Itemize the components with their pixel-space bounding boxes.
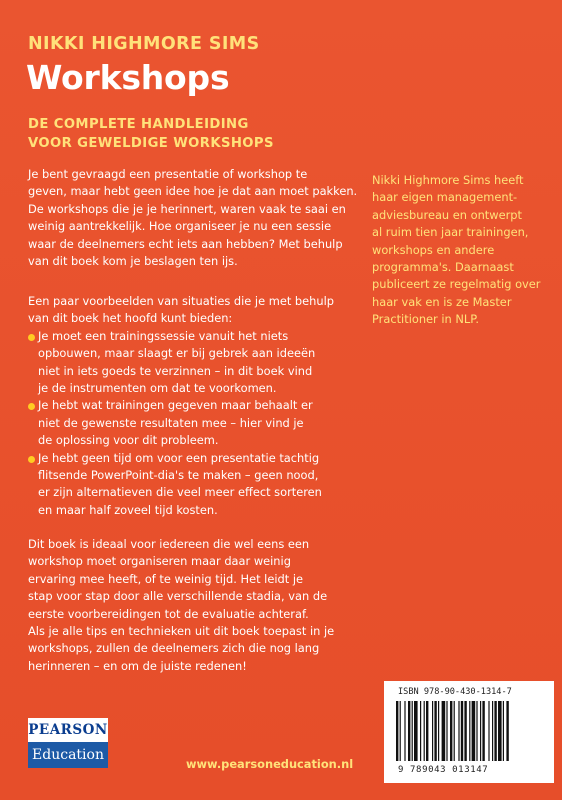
bio-line: adviesbureau en ontwerpt (372, 207, 522, 222)
text-line: Je bent gevraagd een presentatie of workshop te (28, 167, 308, 181)
barcode-digits: 9 789043 013147 (398, 765, 489, 775)
text-line: en maar half zoveel tijd kosten. (38, 502, 218, 517)
book-title: Workshops (26, 58, 230, 97)
author-bio (372, 172, 540, 329)
text-line: workshop moet organiseren maar daar weinig (28, 554, 291, 569)
text-line: herinneren – en om de juiste redenen! (28, 658, 247, 673)
intro-paragraph (28, 166, 358, 270)
bio-line: workshops en andere (372, 242, 495, 257)
text-line: er zijn alternatieven die veel meer effect sorteren (38, 485, 322, 500)
bullet-item (28, 328, 338, 398)
text-line: je de instrumenten om dat te voorkomen. (38, 381, 277, 396)
text-line: van dit boek kom je beslagen ten ijs. (28, 254, 238, 269)
text-line: van dit boek het hoofd kunt bieden: (28, 311, 233, 326)
bio-line: Nikki Highmore Sims heeft (372, 173, 524, 187)
text-line: flitsende PowerPoint-dia's te maken – geen nood, (38, 468, 319, 483)
barcode-icon (396, 701, 542, 761)
text-line: eerste voorbereidingen tot de evaluatie achteraf. (28, 606, 309, 621)
text-line: ervaring mee heeft, of te weinig tijd. Het leidt je (28, 571, 303, 586)
text-line: Dit boek is ideaal voor iedereen die wel eens een (28, 537, 310, 551)
publisher-name: PEARSON (28, 718, 108, 742)
subtitle-line: VOOR GEWELDIGE WORKSHOPS (28, 136, 274, 151)
text-line: de oplossing voor dit probleem. (38, 433, 219, 448)
text-line: Je moet een trainingssessie vanuit het niets (38, 328, 289, 343)
text-line: niet de gewenste resultaten mee – hier vind je (38, 415, 304, 430)
bio-line: al ruim tien jaar trainingen, (372, 225, 529, 240)
closing-paragraph (28, 536, 338, 675)
text-line: opbouwen, maar slaagt er bij gebrek aan ideeën (38, 346, 316, 361)
bullet-dot-icon (28, 456, 35, 463)
text-line: Je hebt geen tijd om voor een presentatie tachtig (38, 450, 320, 465)
book-subtitle (28, 115, 274, 153)
text-line: stap voor stap door alle verschillende stadia, van de (28, 589, 328, 604)
examples-section (28, 293, 338, 519)
bullet-dot-icon (28, 334, 35, 341)
text-line: workshops, zullen de deelnemers zich die nog lang (28, 641, 320, 656)
bio-line: Practitioner in NLP. (372, 312, 479, 327)
bullet-item (28, 450, 338, 520)
bio-line: haar vak en is ze Master (372, 294, 512, 309)
text-line: Een paar voorbeelden van situaties die je met behulp (28, 294, 334, 308)
text-line: geven, maar hebt geen idee hoe je dat aan moet pakken. (28, 184, 358, 199)
text-line: weinig aantrekkelijk. Hoe organiseer je nu een sessie (28, 219, 332, 234)
text-line: Je hebt wat trainingen gegeven maar behaalt er (38, 398, 313, 413)
isbn-number: ISBN 978-90-430-1314-7 (398, 687, 512, 697)
subtitle-line: DE COMPLETE HANDLEIDING (28, 117, 249, 132)
bio-line: programma's. Daarnaast (372, 260, 514, 275)
publisher-website: www.pearsoneducation.nl (186, 757, 354, 771)
text-line: De workshops die je je herinnert, waren vaak te saai en (28, 201, 346, 216)
isbn-barcode (384, 681, 554, 783)
publisher-division: Education (28, 742, 108, 768)
text-line: waar de deelnemers echt iets aan hebben? Met behulp (28, 236, 343, 251)
publisher-logo (28, 718, 108, 768)
author-name: NIKKI HIGHMORE SIMS (28, 34, 260, 54)
bio-line: publiceert ze regelmatig over (372, 277, 541, 292)
text-line: niet in iets goeds te verzinnen – in dit boek vind (38, 363, 313, 378)
bullet-item (28, 397, 338, 449)
text-line: Als je alle tips en technieken uit dit boek toepast in je (28, 624, 335, 639)
bio-line: haar eigen management- (372, 190, 518, 205)
